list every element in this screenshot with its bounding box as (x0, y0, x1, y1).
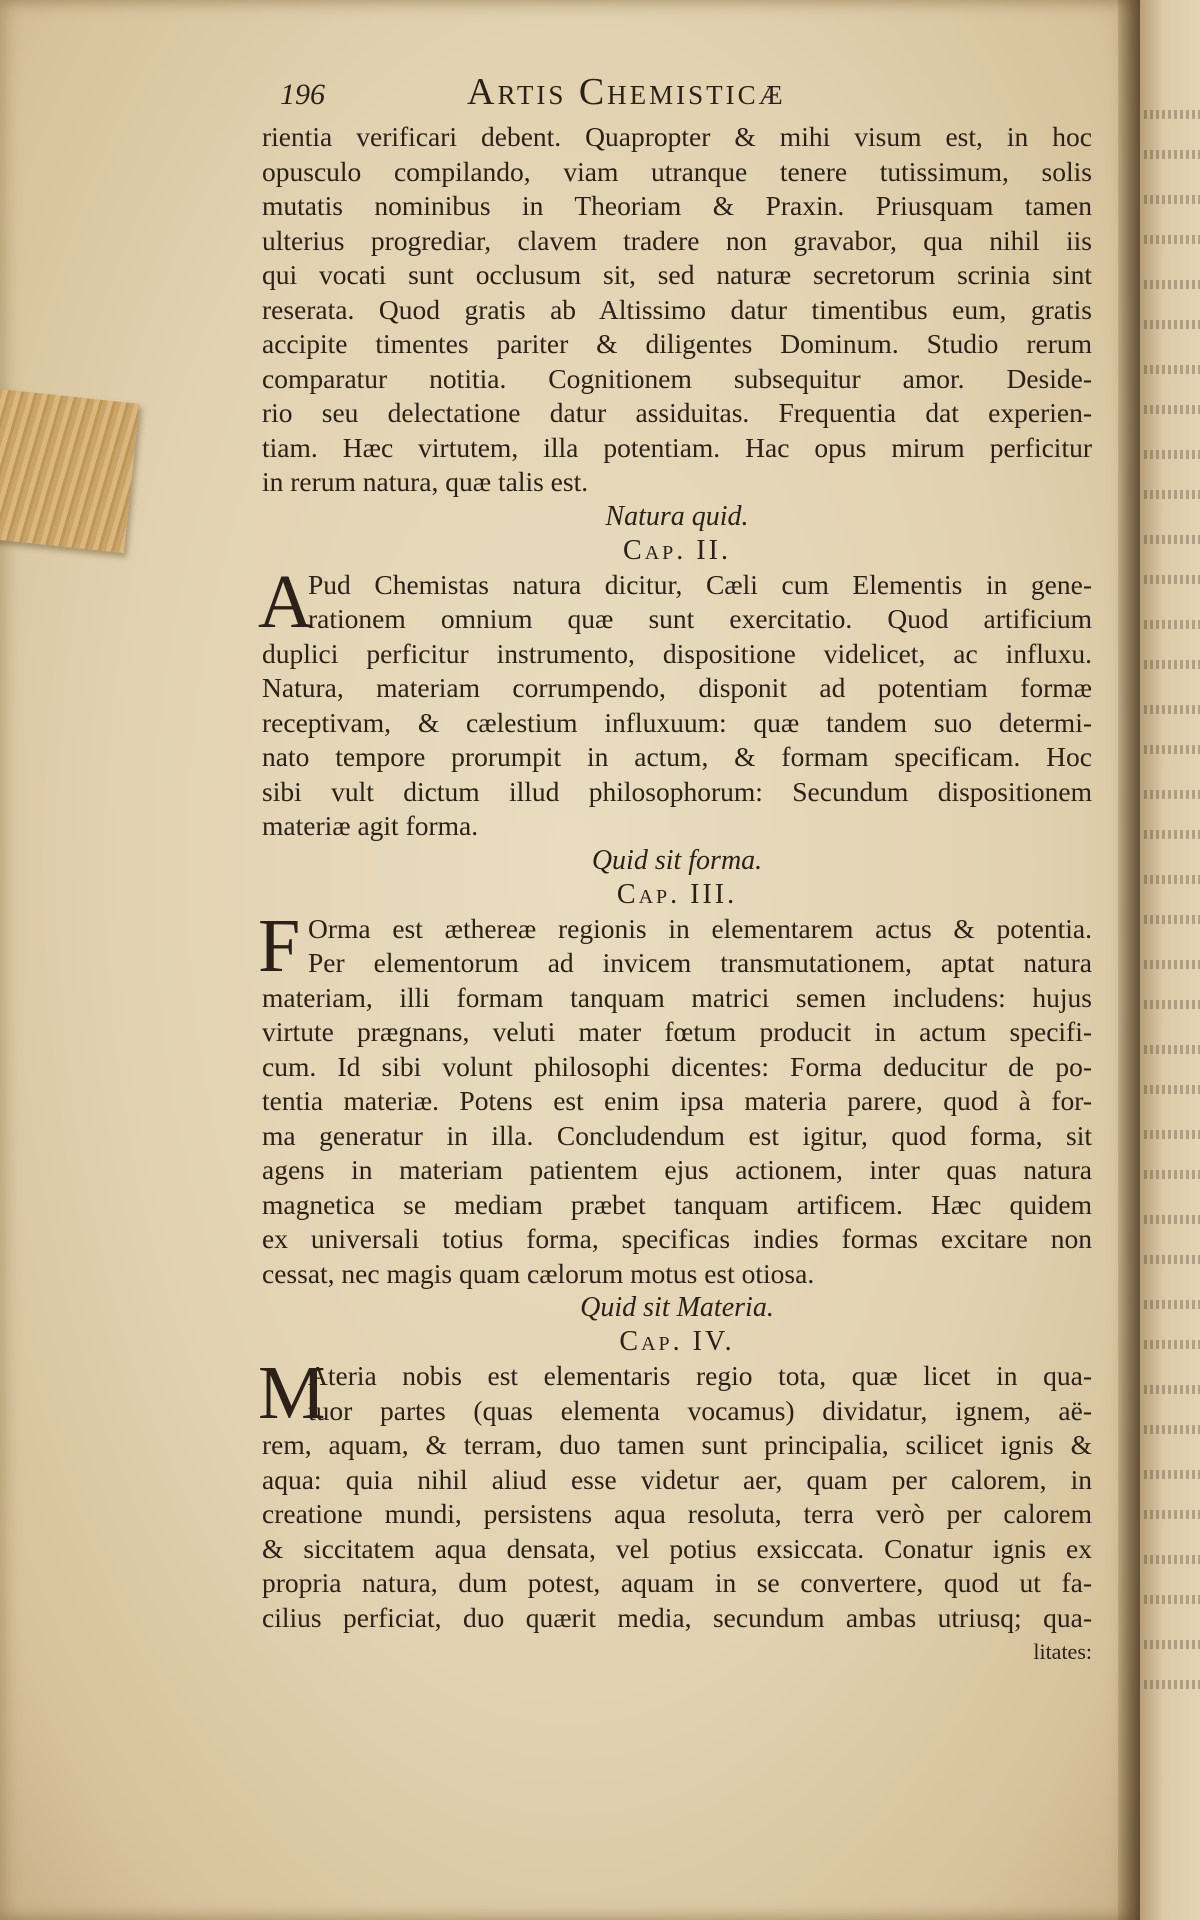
bleed-through-line (1144, 195, 1200, 204)
drop-cap: F (258, 903, 301, 988)
bleed-through-line (1144, 235, 1200, 244)
section-title: Natura quid. (605, 500, 749, 532)
chapter-heading: Cap. IV. (619, 1326, 735, 1357)
book-gutter-shadow (1118, 0, 1140, 1920)
bleed-through-line (1144, 1510, 1200, 1519)
bleed-through-line (1144, 1680, 1200, 1689)
section-title: Quid sit Materia. (580, 1292, 774, 1323)
text-line: tiam. Hæc virtutem, illa potentiam. Hac opus mirum perficitur (262, 431, 1092, 463)
running-head: Artis Chemisticæ (467, 71, 786, 113)
text-line: cessat, nec magis quam cælorum motus est otiosa. (262, 1257, 815, 1289)
text-line: cum. Id sibi volunt philosophi dicentes: Forma deducitur de po- (262, 1050, 1092, 1082)
chapter-paragraph (258, 903, 1092, 1292)
bleed-through-line (1144, 1045, 1200, 1054)
bleed-through-line (1144, 1255, 1200, 1264)
text-line: materiæ agit forma. (262, 810, 479, 841)
text-line: duplici perficitur instrumento, dispositione videlicet, ac influxu. (262, 637, 1092, 669)
bleed-through-line (1144, 150, 1200, 159)
text-line: opusculo compilando, viam utranque tenere tutissimum, solis (262, 155, 1092, 187)
text-line: qui vocati sunt occlusum sit, sed naturæ secretorum scrinia sint (262, 259, 1092, 290)
bleed-through-line (1144, 790, 1200, 799)
bleed-through-line (1144, 1300, 1200, 1309)
bleed-through-line (1144, 575, 1200, 584)
text-line: sibi vult dictum illud philosophorum: Secundum dispositionem (262, 775, 1092, 807)
bleed-through-line (1144, 1640, 1200, 1649)
section-title: Quid sit forma. (591, 844, 763, 876)
paper-strip-bookmark (0, 389, 139, 553)
bleed-through-line (1144, 1385, 1200, 1394)
bleed-through-line (1144, 745, 1200, 754)
text-line: virtute prægnans, veluti mater fœtum producit in actum specifi- (262, 1016, 1092, 1047)
bleed-through-line (1144, 830, 1200, 839)
bleed-through-line (1144, 365, 1200, 374)
bleed-through-line (1144, 1555, 1200, 1564)
text-line: comparatur notitia. Cognitionem subsequitur amor. Deside- (262, 362, 1092, 394)
catchword: litates: (1033, 1639, 1092, 1664)
bleed-through-line (1144, 1595, 1200, 1604)
bleed-through-line (1144, 1470, 1200, 1479)
text-line: ex universali totius forma, specificas indies formas excitare non (262, 1223, 1092, 1254)
drop-cap: M (258, 1351, 326, 1435)
text-line: tentia materiæ. Potens est enim ipsa materia parere, quod à for- (262, 1085, 1092, 1116)
chapter-paragraph (258, 559, 1092, 844)
text-line: ma generatur in illa. Concludendum est igitur, quod forma, sit (262, 1119, 1092, 1151)
text-line: materiam, illi formam tanquam matrici semen includens: hujus (262, 981, 1092, 1013)
bleed-through-line (1144, 875, 1200, 884)
text-line: Ateria nobis est elementaris regio tota, quæ licet in qua- (308, 1360, 1092, 1391)
bleed-through-line (1144, 705, 1200, 714)
bleed-through-line (1144, 110, 1200, 119)
text-line: rientia verificari debent. Quapropter & mihi visum est, in hoc (262, 121, 1092, 152)
text-line: reserata. Quod gratis ab Altissimo datur timentibus eum, gratis (262, 293, 1092, 325)
text-line: rationem omnium quæ sunt exercitatio. Quod artificium (308, 603, 1092, 634)
drop-cap: A (258, 559, 313, 644)
bleed-through-line (1144, 1340, 1200, 1349)
bleed-through-line (1144, 320, 1200, 329)
text-line: creatione mundi, persistens aqua resoluta, terra verò per calorem (262, 1498, 1092, 1529)
bleed-through-line (1144, 535, 1200, 544)
bleed-through-line (1144, 1085, 1200, 1094)
bleed-through-line (1144, 280, 1200, 289)
text-line: & siccitatem aqua densata, vel potius exsiccata. Conatur ignis ex (262, 1532, 1092, 1564)
text-line: rem, aquam, & terram, duo tamen sunt principalia, scilicet ignis & (262, 1429, 1092, 1460)
bleed-through-line (1144, 405, 1200, 414)
chapter-heading: Cap. II. (623, 534, 731, 566)
text-line: ulterius progrediar, clavem tradere non gravabor, qua nihil iis (262, 224, 1092, 256)
bleed-through-line (1144, 1425, 1200, 1434)
text-line: nato tempore prorumpit in actum, & formam specificam. Hoc (262, 741, 1092, 772)
bleed-through-line (1144, 1000, 1200, 1009)
text-line: agens in materiam patientem ejus actionem, inter quas natura (262, 1154, 1092, 1185)
bleed-through-line (1144, 1215, 1200, 1224)
bleed-through-line (1144, 660, 1200, 669)
bleed-through-line (1144, 620, 1200, 629)
adjacent-page-edge (1140, 0, 1200, 1920)
chapter-heading: Cap. III. (616, 878, 738, 910)
text-line: Natura, materiam corrumpendo, disponit ad potentiam formæ (262, 672, 1092, 703)
page-text-block (258, 70, 1092, 1670)
bleed-through-line (1144, 1170, 1200, 1179)
text-line: rio seu delectatione datur assiduitas. Frequentia dat experien- (262, 397, 1092, 428)
text-line: mutatis nominibus in Theoriam & Praxin. Priusquam tamen (262, 190, 1092, 221)
chapter-paragraph (258, 1351, 1092, 1670)
text-line: accipite timentes pariter & diligentes Dominum. Studio rerum (262, 328, 1092, 359)
bleed-through-line (1144, 960, 1200, 969)
text-line: in rerum natura, quæ talis est. (262, 466, 589, 497)
page-header (262, 70, 1092, 120)
page-number: 196 (280, 78, 325, 111)
intro-paragraph (262, 120, 1092, 500)
bleed-through-line (1144, 915, 1200, 924)
text-line: Orma est æthereæ regionis in elementarem actus & potentia. (308, 912, 1092, 944)
text-line: cilius perficiat, duo quærit media, secundum ambas utriusq; qua- (262, 1601, 1092, 1633)
text-line: tuor partes (quas elementa vocamus) dividatur, ignem, aë- (308, 1394, 1092, 1426)
text-line: magnetica se mediam præbet tanquam artificem. Hæc quidem (262, 1188, 1092, 1220)
text-line: aqua: quia nihil aliud esse videtur aer, quam per calorem, in (262, 1463, 1092, 1495)
text-line: propria natura, dum potest, aquam in se convertere, quod ut fa- (262, 1567, 1092, 1598)
bleed-through-line (1144, 490, 1200, 499)
bleed-through-line (1144, 1130, 1200, 1139)
text-line: Pud Chemistas natura dicitur, Cæli cum Elementis in gene- (308, 568, 1092, 600)
bleed-through-line (1144, 450, 1200, 459)
text-line: receptivam, & cælestium influxuum: quæ tandem suo determi- (262, 706, 1092, 738)
text-line: Per elementorum ad invicem transmutationem, aptat natura (308, 947, 1092, 978)
